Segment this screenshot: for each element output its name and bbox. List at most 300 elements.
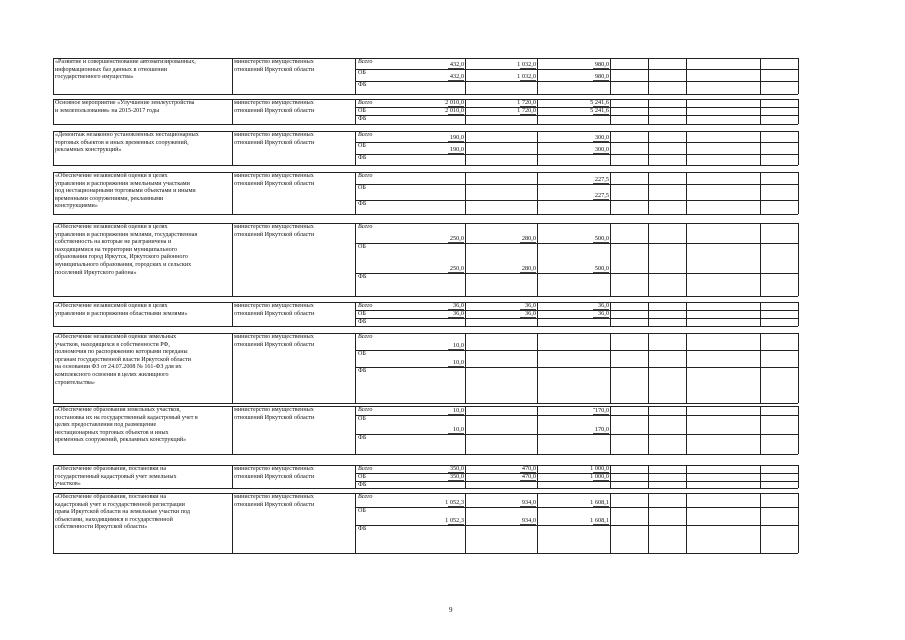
column-border — [610, 302, 611, 326]
executor-line: министерство имущественных — [234, 224, 314, 230]
funding-source-label: ОБ — [358, 108, 366, 114]
funding-source-label: ОБ — [358, 244, 366, 250]
column-border — [610, 223, 611, 296]
subrow-border — [355, 243, 798, 244]
column-border — [232, 493, 233, 553]
funding-value: 5 241,6 — [590, 107, 609, 114]
funding-source-label: ФБ — [358, 319, 367, 325]
value-underline — [593, 433, 609, 434]
column-border — [798, 302, 799, 326]
column-border — [648, 493, 649, 553]
column-border — [53, 131, 54, 165]
column-border — [232, 333, 233, 403]
value-underline — [448, 524, 464, 525]
activity-name-line: управления и распоряжения областными землями» — [55, 310, 188, 317]
value-underline — [448, 272, 464, 273]
row-bottom-border — [53, 214, 798, 215]
value-underline — [593, 524, 609, 525]
row-bottom-border — [53, 403, 798, 404]
funding-value: 170,0 — [594, 426, 609, 433]
column-border — [465, 99, 466, 124]
funding-source-label: ОБ — [358, 311, 366, 317]
funding-value: 227,5 — [594, 176, 609, 183]
column-border — [686, 493, 687, 553]
activity-name — [55, 224, 197, 277]
column-border — [53, 302, 54, 326]
activity-name-line: кадастровый учет и государственной регистрации — [55, 501, 185, 508]
column-border — [610, 58, 611, 94]
value-underline — [593, 506, 609, 507]
funding-value: 934,0 — [521, 499, 536, 506]
activity-name-line: целях предоставления под размещение — [55, 422, 157, 429]
column-border — [686, 58, 687, 94]
column-border — [53, 493, 54, 553]
value-underline — [593, 183, 609, 184]
column-border — [798, 172, 799, 214]
column-border — [465, 58, 466, 94]
funding-source-label: ОБ — [358, 70, 366, 76]
activity-name-line: и землепользования» на 2015-2017 годы — [55, 107, 160, 114]
activity-name-line: собственность на которые не разграничена и — [55, 239, 172, 246]
column-border — [232, 172, 233, 214]
program-table — [53, 58, 798, 554]
column-border — [686, 223, 687, 296]
funding-source-label: Всего — [358, 407, 373, 413]
column-border — [610, 99, 611, 124]
funding-value: 1 052,3 — [445, 517, 464, 524]
page-number: 9 — [449, 606, 453, 614]
value-underline — [520, 524, 536, 525]
value-underline — [448, 141, 464, 142]
value-underline — [593, 114, 609, 115]
executor — [234, 100, 314, 115]
executor-line: отношений Иркутской области — [234, 414, 315, 421]
activity-name — [55, 466, 177, 489]
column-border — [53, 99, 54, 124]
funding-source-label: Всего — [358, 132, 373, 138]
column-border — [355, 406, 356, 454]
funding-source-label: Всего — [358, 59, 373, 65]
column-border — [686, 406, 687, 454]
activity-name-line: временных сооружений, рекламных конструкций» — [55, 437, 187, 444]
funding-source-label: ФБ — [358, 274, 367, 280]
funding-value: 1 608,1 — [590, 517, 609, 524]
activity-name-line: постановка их на государственный кадастровый учет в — [55, 414, 198, 421]
executor-line: отношений Иркутской области — [234, 473, 315, 480]
funding-value: 10,0 — [452, 407, 464, 414]
activity-name — [55, 59, 196, 82]
column-border — [760, 172, 761, 214]
value-underline — [520, 242, 536, 243]
value-underline — [448, 242, 464, 243]
column-border — [648, 302, 649, 326]
column-border — [465, 465, 466, 488]
column-border — [232, 406, 233, 454]
value-underline — [448, 506, 464, 507]
funding-source-label: ФБ — [358, 155, 367, 161]
value-underline — [448, 366, 464, 367]
column-border — [53, 465, 54, 488]
funding-value: 1 000,0 — [590, 465, 609, 472]
funding-value: 1 720,0 — [517, 107, 536, 114]
value-underline — [520, 68, 536, 69]
funding-value: 1 032,0 — [517, 61, 536, 68]
activity-name-line: участков» — [55, 481, 81, 488]
column-border — [760, 333, 761, 403]
funding-source-label: Всего — [358, 100, 373, 106]
value-underline — [448, 68, 464, 69]
funding-value: 2 010,0 — [445, 99, 464, 106]
column-border — [610, 406, 611, 454]
column-border — [686, 99, 687, 124]
column-border — [686, 302, 687, 326]
activity-name-line: муниципального образования, городских и сельских — [55, 261, 192, 268]
funding-value: 470,0 — [521, 465, 536, 472]
row-bottom-border — [53, 124, 798, 125]
activity-name-line: нестационарных торговых объектов и иных — [55, 429, 169, 436]
column-border — [648, 172, 649, 214]
funding-source-label: ФБ — [358, 116, 367, 122]
subrow-border — [355, 142, 798, 143]
column-border — [465, 223, 466, 296]
executor-line: министерство имущественных — [234, 407, 314, 413]
activity-name-line: управления и распоряжения землями, государственная — [55, 231, 198, 238]
executor — [234, 224, 314, 239]
funding-value: 432,0 — [449, 73, 464, 80]
executor-line: отношений Иркутской области — [234, 310, 315, 317]
column-border — [798, 223, 799, 296]
subrow-border — [355, 69, 798, 70]
activity-name-line: собственности Иркутской области» — [55, 524, 148, 531]
funding-source-label: Всего — [358, 303, 373, 309]
funding-source-label: Всего — [358, 466, 373, 472]
executor — [234, 132, 314, 147]
activity-name-line: Основное мероприятие «Улучшение землеустройства — [55, 100, 195, 106]
activity-name-line: «Развитие и совершенствование автоматизированных, — [55, 59, 196, 65]
row-bottom-border — [53, 94, 798, 95]
executor-line: министерство имущественных — [234, 466, 314, 472]
activity-name — [55, 100, 194, 115]
activity-name-line: участков, находящихся в собственности РФ, — [55, 341, 170, 348]
column-border — [648, 465, 649, 488]
executor-line: министерство имущественных — [234, 59, 314, 65]
executor-line: министерство имущественных — [234, 334, 314, 340]
value-underline — [448, 414, 464, 415]
subrow-border — [355, 434, 798, 435]
funding-source-label: Всего — [358, 494, 373, 500]
funding-value: 10,0 — [452, 359, 464, 366]
column-border — [648, 223, 649, 296]
executor — [234, 303, 314, 318]
row-bottom-border — [53, 165, 798, 166]
column-border — [355, 333, 356, 403]
activity-name-line: «Обеспечение независимой оценки земельных — [55, 334, 177, 340]
column-border — [798, 493, 799, 553]
funding-source-label: ОБ — [358, 185, 366, 191]
activity-name-line: государственного имущества» — [55, 74, 134, 81]
executor-line: отношений Иркутской области — [234, 66, 315, 73]
funding-value: 36,0 — [452, 310, 464, 317]
funding-value: 1 000,0 — [590, 473, 609, 480]
funding-value: 36,0 — [597, 310, 609, 317]
activity-name-line: торговых объектов и иных временных сооружений, — [55, 139, 189, 146]
value-underline — [448, 433, 464, 434]
value-underline — [448, 153, 464, 154]
column-border — [537, 333, 538, 403]
subrow-border — [355, 318, 798, 319]
column-border — [798, 131, 799, 165]
activity-name — [55, 407, 198, 445]
subrow-border — [355, 154, 798, 155]
value-underline — [593, 153, 609, 154]
value-underline — [520, 272, 536, 273]
funding-source-label: Всего — [358, 173, 373, 179]
funding-value: 36,0 — [597, 302, 609, 309]
activity-name-line: «Обеспечение независимой оценки в целях — [55, 303, 168, 309]
activity-name — [55, 173, 196, 211]
funding-value: 190,0 — [449, 134, 464, 141]
value-underline — [593, 242, 609, 243]
column-border — [798, 333, 799, 403]
executor-line: отношений Иркутской области — [234, 341, 315, 348]
executor — [234, 334, 314, 349]
funding-value: 280,0 — [521, 235, 536, 242]
column-border — [232, 223, 233, 296]
activity-name-line: комплексного освоения в целях жилищного — [55, 371, 169, 378]
funding-value: 10,0 — [452, 426, 464, 433]
activity-name — [55, 303, 188, 318]
column-border — [610, 493, 611, 553]
funding-value: 500,0 — [594, 235, 609, 242]
column-border — [798, 99, 799, 124]
column-border — [355, 58, 356, 94]
value-underline — [593, 480, 609, 481]
subrow-border — [355, 350, 798, 351]
funding-value: 36,0 — [524, 310, 536, 317]
row-bottom-border — [53, 553, 798, 554]
value-underline — [520, 114, 536, 115]
value-underline — [448, 317, 464, 318]
funding-value: 170,0 — [594, 407, 609, 414]
subrow-border — [355, 81, 798, 82]
activity-name-line: поселений Иркутского района» — [55, 269, 137, 276]
funding-source-label: ФБ — [358, 368, 367, 374]
funding-value: 350,0 — [449, 473, 464, 480]
column-border — [610, 172, 611, 214]
activity-name-line: конструкциями» — [55, 203, 98, 210]
executor — [234, 59, 314, 74]
subrow-border — [355, 184, 798, 185]
subrow-border — [355, 273, 798, 274]
funding-source-label: ФБ — [358, 482, 367, 488]
funding-value: 980,0 — [594, 73, 609, 80]
subrow-border — [355, 200, 798, 201]
column-border — [537, 406, 538, 454]
column-border — [537, 493, 538, 553]
value-underline — [593, 414, 609, 415]
activity-name-line: «Обеспечение образования, постановки на — [55, 494, 167, 500]
column-border — [232, 58, 233, 94]
value-underline — [593, 68, 609, 69]
column-border — [232, 465, 233, 488]
funding-source-label: ФБ — [358, 201, 367, 207]
column-border — [648, 99, 649, 124]
column-border — [53, 223, 54, 296]
column-border — [355, 465, 356, 488]
activity-name — [55, 334, 191, 387]
subrow-border — [355, 481, 798, 482]
activity-name-line: объектами, находящимися в государственной — [55, 516, 173, 523]
column-border — [798, 58, 799, 94]
funding-value: 934,0 — [521, 517, 536, 524]
value-underline — [593, 141, 609, 142]
value-underline — [593, 317, 609, 318]
funding-value: 250,0 — [449, 235, 464, 242]
executor-line: отношений Иркутской области — [234, 180, 315, 187]
funding-value: 36,0 — [524, 302, 536, 309]
activity-name-line: временными сооружениями, рекламными — [55, 195, 164, 202]
column-border — [465, 406, 466, 454]
column-border — [465, 333, 466, 403]
value-underline — [593, 199, 609, 200]
column-border — [760, 465, 761, 488]
funding-source-label: Всего — [358, 334, 373, 340]
activity-name-line: управления и распоряжения земельными участками — [55, 180, 190, 187]
funding-source-label: ФБ — [358, 526, 367, 532]
subrow-border — [355, 367, 798, 368]
funding-value: 1 608,1 — [590, 499, 609, 506]
column-border — [465, 302, 466, 326]
funding-source-label: Всего — [358, 224, 373, 230]
executor — [234, 494, 314, 509]
executor-line: министерство имущественных — [234, 173, 314, 179]
column-border — [798, 465, 799, 488]
subrow-border — [355, 115, 798, 116]
executor-line: министерство имущественных — [234, 100, 314, 106]
column-border — [53, 406, 54, 454]
column-border — [648, 333, 649, 403]
funding-value: 500,0 — [594, 265, 609, 272]
column-border — [686, 465, 687, 488]
value-underline — [593, 272, 609, 273]
column-border — [537, 172, 538, 214]
column-border — [355, 99, 356, 124]
value-underline — [448, 114, 464, 115]
value-underline — [448, 80, 464, 81]
funding-value: 10,0 — [452, 342, 464, 349]
executor-line: отношений Иркутской области — [234, 107, 315, 114]
funding-source-label: ФБ — [358, 82, 367, 88]
column-border — [537, 99, 538, 124]
funding-value: 300,0 — [594, 146, 609, 153]
column-border — [232, 302, 233, 326]
column-border — [537, 465, 538, 488]
value-underline — [448, 480, 464, 481]
activity-name-line: «Обеспечение независимой оценки в целях — [55, 173, 168, 179]
value-underline — [520, 317, 536, 318]
funding-value: 2 010,0 — [445, 107, 464, 114]
subrow-border — [355, 415, 798, 416]
column-border — [465, 493, 466, 553]
funding-value: 36,0 — [452, 302, 464, 309]
value-underline — [520, 506, 536, 507]
column-border — [537, 302, 538, 326]
column-border — [537, 223, 538, 296]
activity-name-line: полномочия по распоряжению которыми переданы — [55, 349, 188, 356]
column-border — [648, 131, 649, 165]
column-border — [610, 131, 611, 165]
value-underline — [520, 80, 536, 81]
activity-name-line: информационных баз данных в отношении — [55, 66, 167, 73]
funding-value: 432,0 — [449, 61, 464, 68]
funding-value: 250,0 — [449, 265, 464, 272]
stray-dash-mark: - — [593, 404, 596, 412]
funding-value: 300,0 — [594, 134, 609, 141]
executor-line: отношений Иркутской области — [234, 501, 315, 508]
column-border — [760, 131, 761, 165]
funding-value: 190,0 — [449, 146, 464, 153]
subrow-border — [355, 525, 798, 526]
funding-value: 280,0 — [521, 265, 536, 272]
column-border — [355, 131, 356, 165]
column-border — [610, 465, 611, 488]
executor-line: министерство имущественных — [234, 303, 314, 309]
column-border — [355, 223, 356, 296]
column-border — [760, 302, 761, 326]
executor — [234, 466, 314, 481]
funding-value: 1 032,0 — [517, 73, 536, 80]
executor-line: министерство имущественных — [234, 494, 314, 500]
column-border — [648, 58, 649, 94]
column-border — [465, 172, 466, 214]
activity-name-line: на основании ФЗ от 24.07.2008 № 161-ФЗ для их — [55, 364, 182, 371]
column-border — [355, 302, 356, 326]
column-border — [53, 58, 54, 94]
column-border — [648, 406, 649, 454]
activity-name — [55, 132, 199, 155]
column-border — [686, 131, 687, 165]
activity-name-line: строительства» — [55, 379, 95, 386]
activity-name-line: «Обеспечение независимой оценки в целях — [55, 224, 168, 230]
activity-name-line: образования город Иркутск, Иркутского районного — [55, 254, 188, 261]
activity-name-line: права Иркутской области на земельные участки под — [55, 509, 190, 516]
funding-source-label: ОБ — [358, 474, 366, 480]
column-border — [537, 131, 538, 165]
funding-source-label: ОБ — [358, 143, 366, 149]
funding-value: 350,0 — [449, 465, 464, 472]
value-underline — [593, 80, 609, 81]
activity-name — [55, 494, 190, 532]
column-border — [53, 333, 54, 403]
column-border — [537, 58, 538, 94]
activity-name-line: находящимися на территории муниципального — [55, 246, 178, 253]
funding-value: 1 052,3 — [445, 499, 464, 506]
column-border — [465, 131, 466, 165]
row-bottom-border — [53, 454, 798, 455]
executor — [234, 407, 314, 422]
funding-source-label: ФБ — [358, 435, 367, 441]
subrow-border — [355, 507, 798, 508]
executor-line: министерство имущественных — [234, 132, 314, 138]
activity-name-line: «Демонтаж незаконно установленных нестационарных — [55, 132, 199, 138]
column-border — [232, 131, 233, 165]
column-border — [53, 172, 54, 214]
funding-value: 5 241,6 — [590, 99, 609, 106]
activity-name-line: под нестационарными торговыми объектами и иными — [55, 188, 196, 195]
funding-source-label: ОБ — [358, 351, 366, 357]
funding-source-label: ОБ — [358, 508, 366, 514]
column-border — [232, 99, 233, 124]
